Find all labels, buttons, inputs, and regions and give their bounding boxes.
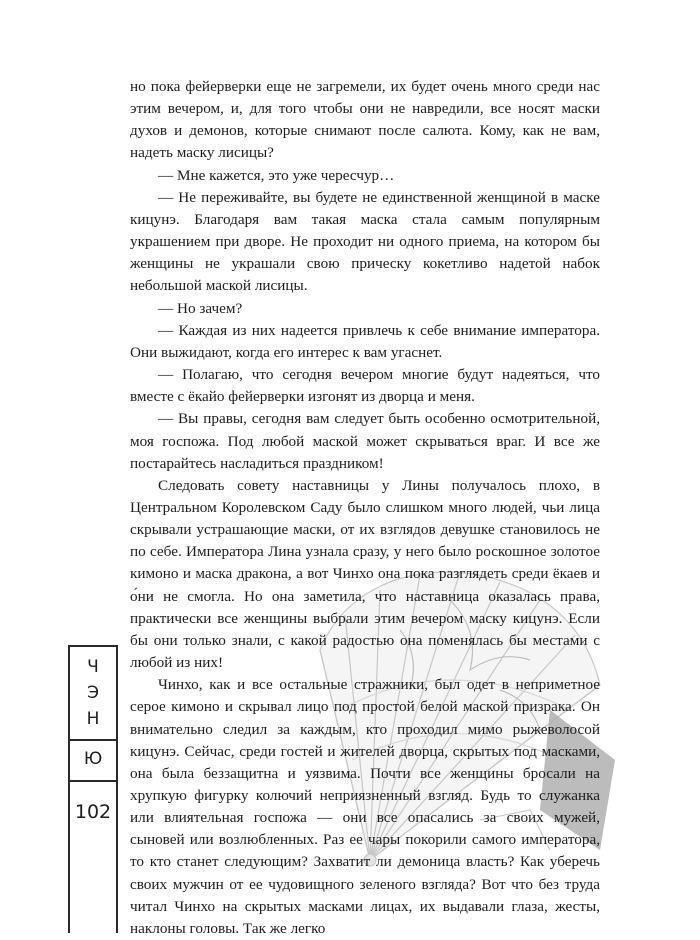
sidebar-divider — [70, 739, 116, 741]
paragraph: Чинхо, как и все остальные стражники, был одет в неприметное серое кимоно и скрывал лицо под простой белой маской призрака. Он внимательно следил за каждым, кто проходил мимо рыжеволосой кицунэ. Сейчас, среди гостей и жителей дворца, скрытых под масками, она была беззащитна и уязвима. Почти все женщины бросали на хрупкую фигурку колючий неприязненный взгляд. Будь то служанка или влиятельная госпожа — они все опасались за своих мужей, сыновей или возлюбленных. Раз ее чары покорили самого императора, то кто станет следующим? Захватит ли демоница власть? Как уберечь своих мужчин от ее чудовищного зеленого взгляда? Вот что без труда читал Чинхо на скрытых масками лицах, их выдавали глаза, жесты, наклоны головы. Так же легко — [130, 676, 600, 937]
author-letter: Ч — [87, 657, 99, 677]
paragraph: — Вы правы, сегодня вам следует быть особенно осмотрительной, моя госпожа. Под любой маской может скрываться враг. И все же постарайтесь насладиться праздником! — [130, 410, 600, 472]
paragraph: — Мне кажется, это уже чересчур… — [158, 166, 395, 184]
paragraph: — Но зачем? — [158, 299, 243, 317]
paragraph: — Каждая из них надеется привлечь к себе внимание императора. Они выжидают, когда его интерес к вам угаснет. — [130, 321, 600, 361]
page-number: 102 — [74, 801, 112, 823]
author-sidebar — [68, 645, 118, 933]
author-letter: Ю — [83, 749, 103, 769]
paragraph: — Не переживайте, вы будете не единственной женщиной в маске кицунэ. Благодаря вам такая маска стала самым популярным украшением при дворе. Не проходит ни одного приема, на котором бы женщины не украшали свою прическу кокетливо надетой набок небольшой маской лисицы. — [130, 188, 600, 295]
author-letter: Э — [87, 683, 99, 703]
paragraph: Следовать совету наставницы у Лины получалось плохо, в Центральном Королевском Саду было слишком много людей, чьи лица скрывали устрашающие маски, от их взглядов девушке становилось не по себе. Императора Лина узнала сразу, у него было роскошное золотое кимоно и маска дракона, а вот Чинхо она пока разглядеть среди ёкаев и о́ни не смогла. Но она заметила, что наставница оказалась права, практически все женщины выбрали этим вечером маску кицунэ. Если бы они только знали, с какой радостью она поменялась бы местами с любой из них! — [130, 476, 600, 672]
paragraph: — Полагаю, что сегодня вечером многие будут надеяться, что вместе с ёкайо фейерверки изгонят из дворца и меня. — [130, 366, 600, 406]
author-letter: Н — [86, 709, 100, 729]
body-text — [130, 76, 600, 940]
paragraph: но пока фейерверки еще не загремели, их будет очень много среди нас этим вечером, и, для того чтобы они не навредили, все носят маски духов и демонов, которые снимают после салюта. Кому, как не вам, надеть маску лисицы? — [130, 78, 600, 162]
sidebar-divider — [70, 780, 116, 782]
